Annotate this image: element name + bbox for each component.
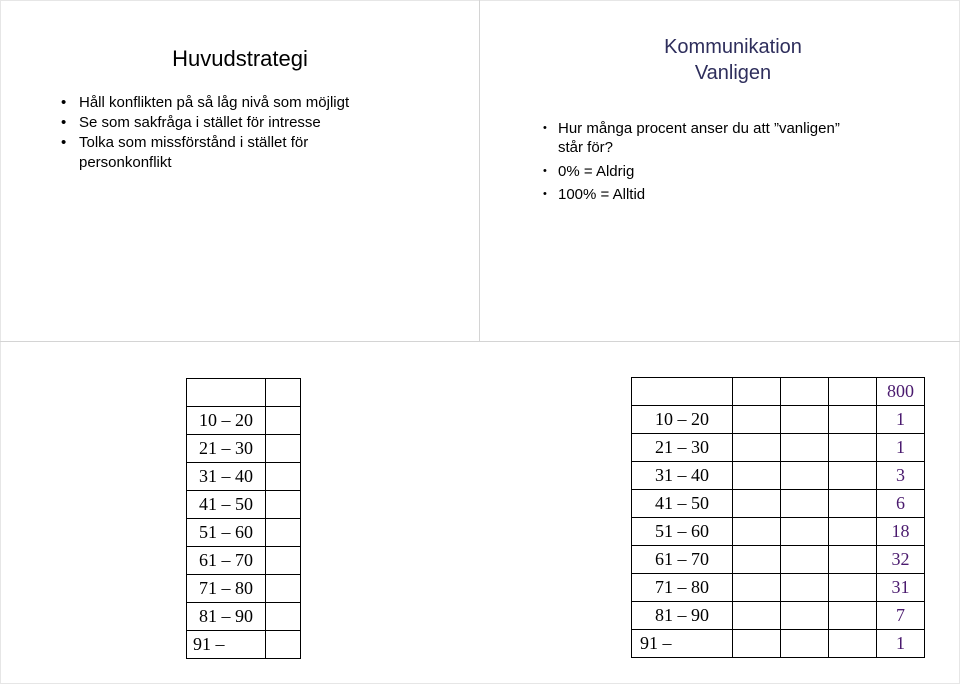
table-cell-empty <box>781 518 829 546</box>
table-cell-empty <box>733 434 781 462</box>
range-cell: 21 – 30 <box>187 435 266 463</box>
range-cell: 10 – 20 <box>632 406 733 434</box>
table-cell-empty <box>781 490 829 518</box>
table-cell-empty <box>829 574 877 602</box>
age-range-table-filled <box>631 377 925 658</box>
table-cell-empty <box>829 490 877 518</box>
table-cell-empty <box>733 630 781 658</box>
table-cell-empty <box>829 602 877 630</box>
count-cell: 7 <box>877 602 925 630</box>
table-cell-empty <box>781 462 829 490</box>
table-cell-empty <box>781 434 829 462</box>
table-row <box>632 630 925 658</box>
bullet-item: • 0% = Aldrig <box>543 162 840 181</box>
count-cell: 31 <box>877 574 925 602</box>
table-cell-empty <box>266 379 301 407</box>
table-cell-empty <box>733 518 781 546</box>
range-cell: 51 – 60 <box>632 518 733 546</box>
table-cell-empty <box>632 378 733 406</box>
table-cell-empty <box>829 630 877 658</box>
title-line-2: Vanligen <box>694 62 772 84</box>
table-cell-empty <box>829 378 877 406</box>
table-cell-empty <box>733 602 781 630</box>
table-row <box>632 602 925 630</box>
table-cell-empty <box>187 379 266 407</box>
table-row <box>632 490 925 518</box>
table-row <box>632 462 925 490</box>
range-cell: 41 – 50 <box>187 491 266 519</box>
table-cell-empty <box>829 546 877 574</box>
table-row <box>632 434 925 462</box>
bullet-item: • Håll konflikten på så låg nivå som möjligt <box>61 93 349 113</box>
table-row <box>632 406 925 434</box>
bullet-continuation: personkonflikt <box>79 154 172 171</box>
title-line-1: Kommunikation <box>664 36 802 58</box>
table-row <box>632 518 925 546</box>
table-row <box>187 463 301 491</box>
range-cell: 81 – 90 <box>187 603 266 631</box>
age-range-table-empty <box>186 378 301 659</box>
count-cell: 6 <box>877 490 925 518</box>
bullet-item: • Tolka som missförstånd i stället för <box>61 133 349 153</box>
table-row <box>187 519 301 547</box>
table-cell-empty <box>266 547 301 575</box>
table-row <box>632 574 925 602</box>
table-cell-empty <box>266 631 301 659</box>
table-cell-empty <box>781 602 829 630</box>
table-row <box>187 491 301 519</box>
table-cell-empty <box>266 435 301 463</box>
range-cell: 21 – 30 <box>632 434 733 462</box>
table-cell-empty <box>829 462 877 490</box>
range-cell: 41 – 50 <box>632 490 733 518</box>
slide-title-huvudstrategi: Huvudstrategi <box>172 46 308 71</box>
horizontal-divider <box>0 341 960 342</box>
table-row <box>632 546 925 574</box>
table-cell-empty <box>733 490 781 518</box>
table-cell-empty <box>733 406 781 434</box>
range-cell: 71 – 80 <box>632 574 733 602</box>
table-cell-empty <box>266 519 301 547</box>
table-cell-empty <box>733 574 781 602</box>
table-cell-empty <box>266 463 301 491</box>
table-cell-empty <box>266 407 301 435</box>
table-cell-empty <box>266 491 301 519</box>
bullet-item: • Se som sakfråga i stället för intresse <box>61 113 349 133</box>
slide-title-kommunikation <box>560 34 906 86</box>
table-cell-empty <box>733 378 781 406</box>
count-cell: 18 <box>877 518 925 546</box>
table-cell-empty <box>781 630 829 658</box>
table-cell-empty <box>829 518 877 546</box>
count-cell: 1 <box>877 406 925 434</box>
table-cell-empty <box>829 406 877 434</box>
total-count-cell: 800 <box>877 378 925 406</box>
range-cell: 61 – 70 <box>187 547 266 575</box>
range-cell: 31 – 40 <box>632 462 733 490</box>
table-cell-empty <box>781 406 829 434</box>
table-cell-empty <box>781 574 829 602</box>
range-cell: 51 – 60 <box>187 519 266 547</box>
table-row <box>187 407 301 435</box>
table-row <box>187 631 301 659</box>
bullet-item: • 100% = Alltid <box>543 185 840 204</box>
range-cell: 91 – <box>632 630 733 658</box>
table-cell-empty <box>781 546 829 574</box>
range-cell: 10 – 20 <box>187 407 266 435</box>
table-row <box>187 603 301 631</box>
table-row <box>187 547 301 575</box>
table-cell-empty <box>781 378 829 406</box>
range-cell: 81 – 90 <box>632 602 733 630</box>
count-cell: 32 <box>877 546 925 574</box>
count-cell: 1 <box>877 434 925 462</box>
bullet-question-line2: står för? <box>558 139 614 156</box>
table-cell-empty <box>266 575 301 603</box>
count-cell: 1 <box>877 630 925 658</box>
table-cell-empty <box>266 603 301 631</box>
bullet-item <box>543 119 840 157</box>
table-row <box>187 435 301 463</box>
table-cell-empty <box>733 462 781 490</box>
range-cell: 31 – 40 <box>187 463 266 491</box>
table-header-row <box>187 379 301 407</box>
range-cell: 61 – 70 <box>632 546 733 574</box>
range-cell: 91 – <box>187 631 266 659</box>
count-cell: 3 <box>877 462 925 490</box>
table-cell-empty <box>733 546 781 574</box>
table-cell-empty <box>829 434 877 462</box>
question-bullet-list <box>543 119 840 208</box>
vertical-divider <box>479 0 480 342</box>
table-header-row <box>632 378 925 406</box>
strategy-bullet-list <box>61 93 349 153</box>
table-row <box>187 575 301 603</box>
range-cell: 71 – 80 <box>187 575 266 603</box>
bullet-question-line1: Hur många procent anser du att ”vanligen” <box>558 120 840 137</box>
